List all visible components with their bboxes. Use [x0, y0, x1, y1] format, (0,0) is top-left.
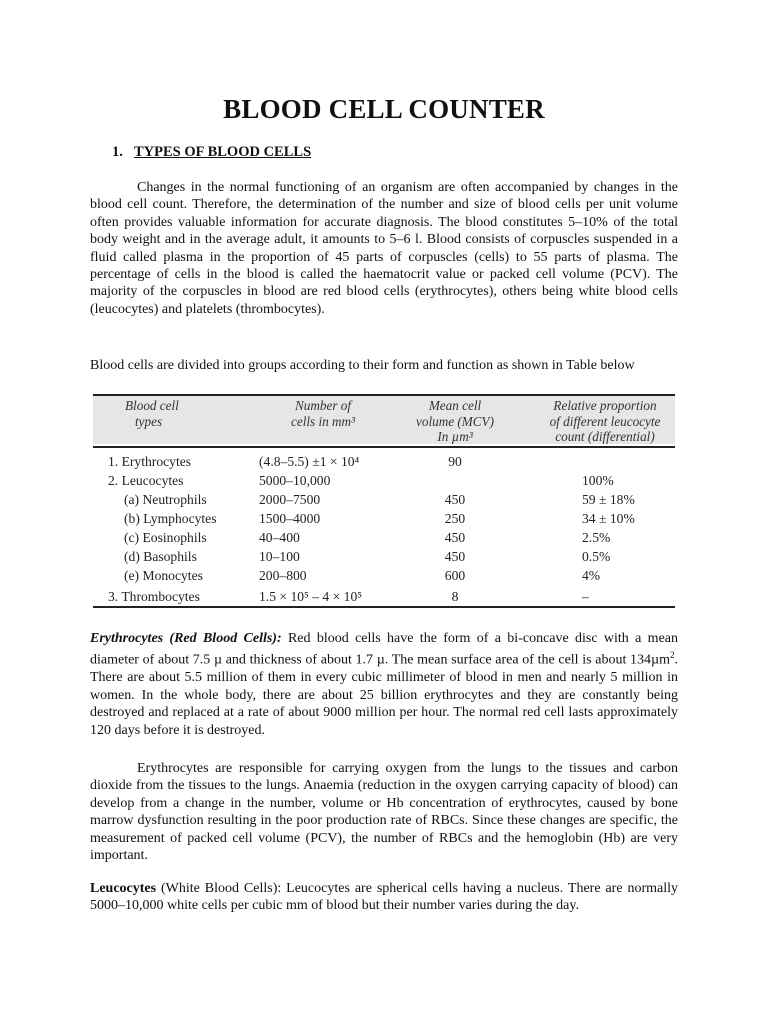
header-mcv [389, 398, 521, 445]
table-row [93, 509, 675, 528]
section-heading [112, 144, 311, 161]
cell-type: (b) Lymphocytes [124, 511, 217, 526]
cell-type: (a) Neutrophils [124, 492, 207, 507]
erythrocytes-superscript: 2 [670, 650, 675, 661]
header-number [253, 398, 393, 429]
cell-mcv: 250 [444, 511, 466, 526]
cell-relative: 2.5% [582, 530, 611, 545]
erythrocytes-function-paragraph: Erythrocytes are responsible for carrying oxygen from the lungs to the tissues and carbon dioxide from the tissues to the lungs. Anaemia (reduction in the oxygen carrying capacity of blood) can develop from a change in the number, volume or Hb concentration of erythrocytes, caused by bone marrow dysfunction resulting in the poor production rate of RBCs. Since these changes are specific, the measurement of packed cell volume (PCV), the number of RBCs and the hemoglobin (Hb) are very important. [90, 761, 678, 864]
cell-number: 10–100 [259, 549, 300, 564]
table-bottom-rule [93, 606, 675, 608]
section-title: TYPES OF BLOOD CELLS [134, 144, 312, 160]
cell-mcv: 90 [448, 454, 462, 469]
cell-relative: 59 ± 18% [582, 492, 635, 507]
table-row [93, 490, 675, 509]
leucocytes-label: Leucocytes [90, 881, 157, 896]
cell-relative: 4% [582, 568, 601, 583]
erythrocytes-text-part2: . There are about 5.5 million of them in every cubic millimeter of blood in men and nearly 5 million in women. In the whole body, there are about 25 billion erythrocytes and they are constantly being destroyed and replaced at a rate of about 9000 million per hour. The normal red cell lasts approximately 120 days before it is destroyed. [90, 653, 678, 738]
header-number-line1: Number of [294, 398, 352, 413]
leucocytes-paragraph [90, 880, 678, 915]
cell-type: (d) Basophils [124, 549, 197, 564]
cell-mcv: 600 [444, 568, 466, 583]
header-relative-line1: Relative proportion [553, 398, 657, 413]
cell-mcv: 450 [444, 530, 466, 545]
cell-number: 2000–7500 [259, 492, 321, 507]
cell-type: 2. Leucocytes [108, 473, 184, 488]
header-mcv-line3: In µm³ [437, 429, 473, 444]
cell-number: (4.8–5.5) ±1 × 10⁴ [259, 454, 360, 469]
erythrocytes-text-part1: Red blood cells have the form of a bi-concave disc with a mean diameter of about 7.5 µ and thickness of about 1.7 µ. The mean surface area of the cell is about 134µm [90, 631, 678, 669]
cell-number: 40–400 [259, 530, 300, 545]
header-relative-line2: of different leucocyte [549, 413, 661, 429]
cell-type: (e) Monocytes [124, 568, 203, 583]
cell-mcv: 8 [451, 589, 459, 604]
cell-mcv: 450 [444, 549, 466, 564]
cell-relative: 34 ± 10% [582, 511, 635, 526]
table-header-rule [93, 446, 675, 448]
blood-cell-table [93, 392, 675, 608]
cell-type: 3. Thrombocytes [108, 589, 200, 604]
header-number-line2: cells in mm³ [290, 413, 356, 429]
page-title: BLOOD CELL COUNTER [223, 94, 545, 124]
leucocytes-text: (White Blood Cells): Leucocytes are spherical cells having a nucleus. There are normally 5000–10,000 white cells per cubic mm of blood but their number varies during the day. [90, 881, 678, 914]
header-cell-types-line1: Blood cell [125, 398, 179, 413]
header-relative [535, 398, 675, 445]
table-intro-paragraph: Blood cells are divided into groups according to their form and function as shown in Table below [90, 358, 635, 373]
intro-paragraph: Changes in the normal functioning of an organism are often accompanied by changes in the blood cell count. Therefore, the determination of the number and size of blood cells per unit volume often provides valuable information for accurate diagnosis. The blood constitutes 5–10% of the total body weight and in the average adult, it amounts to 5–6 l. Blood consists of corpuscles suspended in a fluid called plasma in the proportion of 45 parts of corpuscles (cells) to 55 parts of plasma. The percentage of cells in the blood is called the haematocrit value or packed cell volume (PCV). The majority of the corpuscles in blood are red blood cells (erythrocytes), others being white blood cells (leucocytes) and platelets (thrombocytes). [90, 180, 678, 317]
header-cell-types [93, 398, 235, 429]
table-row [93, 528, 675, 547]
header-mcv-line1: Mean cell [428, 398, 482, 413]
table-row [93, 587, 675, 606]
cell-type: (c) Eosinophils [124, 530, 207, 545]
erythrocytes-label: Erythrocytes (Red Blood Cells): [90, 631, 282, 646]
cell-relative: – [582, 589, 589, 604]
cell-relative: 100% [582, 473, 614, 488]
header-cell-types-line2: types [135, 413, 163, 429]
cell-relative: 0.5% [582, 549, 611, 564]
cell-type: 1. Erythrocytes [108, 454, 192, 469]
cell-number: 200–800 [259, 568, 307, 583]
table-row [93, 547, 675, 566]
cell-number: 5000–10,000 [259, 473, 331, 488]
section-number: 1. [112, 144, 123, 160]
erythrocytes-paragraph [90, 630, 678, 739]
cell-mcv: 450 [444, 492, 466, 507]
table-row [93, 566, 675, 585]
table-body [93, 452, 675, 606]
cell-number: 1500–4000 [259, 511, 321, 526]
header-relative-line3: count (differential) [555, 429, 655, 444]
table-row [93, 471, 675, 490]
table-row [93, 452, 675, 471]
cell-number: 1.5 × 10⁵ – 4 × 10⁵ [259, 589, 362, 604]
header-mcv-line2: volume (MCV) [416, 413, 494, 429]
